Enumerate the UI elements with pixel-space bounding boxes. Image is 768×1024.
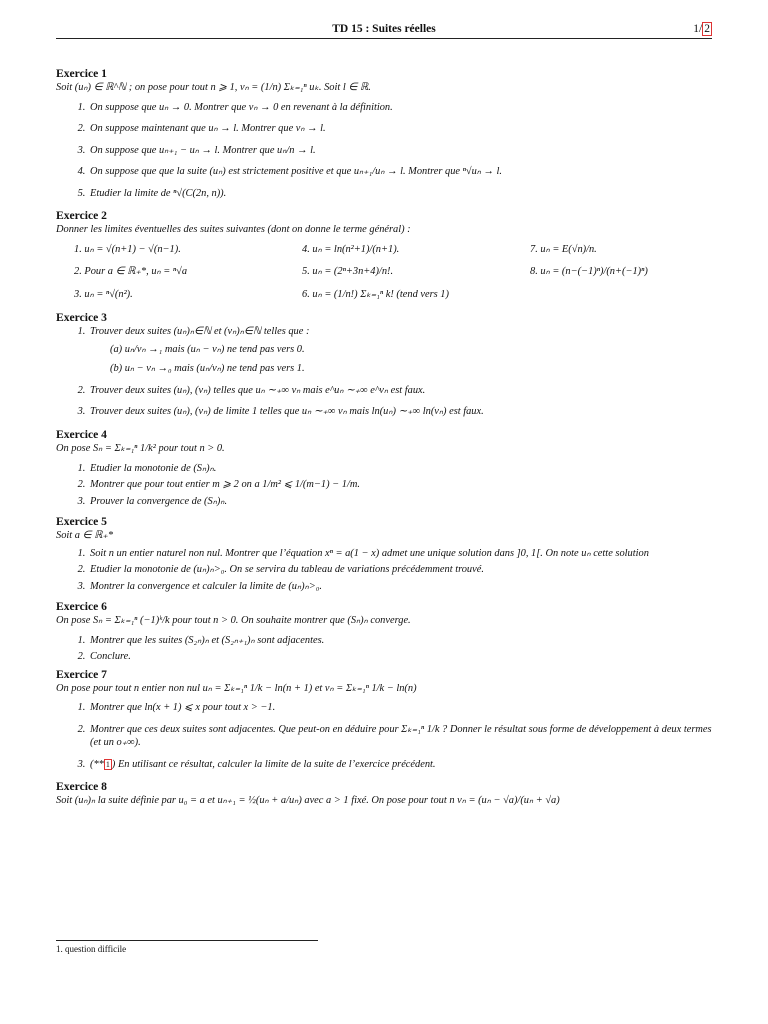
- sequence-grid: [56, 243, 712, 311]
- question-item: 2. Conclure.: [88, 650, 712, 664]
- question-item: 3. On suppose que uₙ₊₁ − uₙ → l. Montrer que uₙ/n → l.: [88, 144, 712, 158]
- exercise-title: Exercice 8: [56, 780, 107, 794]
- question-list: [56, 462, 712, 509]
- exercise-title: Exercice 3: [56, 311, 107, 325]
- worksheet-body: [56, 66, 712, 812]
- question-item: 1. Trouver deux suites (uₙ)ₙ∈ℕ et (vₙ)ₙ∈ℕ telles que : (a) uₙ/vₙ →₁ mais (uₙ − vₙ) ne tend pas vers 0. (b) uₙ − vₙ →₀ mais (uₙ/vₙ) ne tend pas vers 1.: [88, 325, 712, 376]
- question-item: 3. Prouver la convergence de (Sₙ)ₙ.: [88, 495, 712, 509]
- sub-question-item: (a) uₙ/vₙ →₁ mais (uₙ − vₙ) ne tend pas vers 0.: [110, 343, 305, 355]
- page-header: [56, 22, 712, 39]
- grid-item-8: 8. uₙ = (n−(−1)ⁿ)/(n+(−1)ⁿ): [530, 266, 648, 278]
- grid-item-empty: [530, 288, 730, 302]
- document-title: TD 15 : Suites réelles: [332, 23, 436, 35]
- grid-item-4: 4. uₙ = ln(n²+1)/(n+1).: [302, 243, 400, 255]
- question-item: 1. Etudier la monotonie de (Sₙ)ₙ.: [88, 462, 712, 476]
- footnote-divider: [56, 940, 318, 941]
- grid-item-7: 7. uₙ = E(√n)/n.: [530, 243, 597, 255]
- exercise-title: Exercice 1: [56, 67, 107, 80]
- question-list: [56, 701, 712, 771]
- question-item: 2. Montrer que ces deux suites sont adjacentes. Que peut-on en déduire pour Σₖ₌₁ⁿ 1/k ? Donner le résultat sous forme de développement à deux termes (et un o₊∞).: [88, 723, 712, 750]
- footnote: 1. question difficile: [56, 944, 127, 954]
- question-item: 1. Soit n un entier naturel non nul. Montrer que l’équation xⁿ = a(1 − x) admet une unique solution dans ]0, 1[. On note uₙ cette solution: [88, 547, 712, 561]
- exercise-8: [56, 779, 712, 808]
- sub-question-item: (b) uₙ − vₙ →₀ mais (uₙ/vₙ) ne tend pas vers 1.: [110, 363, 305, 375]
- exercise-7: [56, 667, 712, 772]
- grid-item-5: 5. uₙ = (2ⁿ+3n+4)/n!.: [302, 266, 394, 278]
- exercise-intro: Soit a ∈ ℝ₊*: [56, 530, 114, 542]
- question-item: 1. Montrer que ln(x + 1) ⩽ x pour tout x > −1.: [88, 701, 712, 715]
- grid-item-1: 1. uₙ = √(n+1) − √(n−1).: [74, 243, 181, 255]
- question-item: 5. Etudier la limite de ⁿ√(C(2n, n)).: [88, 187, 712, 201]
- exercise-intro: Soit (uₙ) ∈ ℝ^ℕ ; on pose pour tout n ⩾ 1, vₙ = (1/n) Σₖ₌₁ⁿ uₖ. Soit l ∈ ℝ.: [56, 82, 371, 94]
- exercise-intro: Soit (uₙ)ₙ la suite définie par u₀ = a et uₙ₊₁ = ½(uₙ + a/uₙ) avec a > 1 fixé. On pose pour tout n vₙ = (uₙ − √a)/(uₙ + √a): [56, 795, 560, 807]
- exercise-5: [56, 514, 712, 593]
- exercise-title: Exercice 5: [56, 515, 107, 529]
- question-list: [56, 101, 712, 201]
- footnote-ref-link[interactable]: 1: [105, 759, 110, 769]
- question-item: 2. Trouver deux suites (uₙ), (vₙ) telles que uₙ ∼₊∞ vₙ mais e^uₙ ∼₊∞ e^vₙ est faux.: [88, 384, 712, 398]
- question-list: [56, 634, 712, 664]
- exercise-intro: On pose Sₙ = Σₖ₌₁ⁿ 1/k² pour tout n > 0.: [56, 442, 225, 454]
- exercise-6: [56, 599, 712, 664]
- question-item: 1. Montrer que les suites (S₂ₙ)ₙ et (S₂ₙ₊₁)ₙ sont adjacentes.: [88, 634, 712, 648]
- question-item: 1. On suppose que uₙ → 0. Montrer que vₙ → 0 en revenant à la définition.: [88, 101, 712, 115]
- sub-question-list: [90, 343, 712, 376]
- exercise-2: [56, 208, 712, 310]
- exercise-intro: On pose Sₙ = Σₖ₌₁ⁿ (−1)ᵏ/k pour tout n > 0. On souhaite montrer que (Sₙ)ₙ converge.: [56, 615, 411, 627]
- question-item: 3. Montrer la convergence et calculer la limite de (uₙ)ₙ>₀.: [88, 580, 712, 594]
- grid-item-3: 3. uₙ = ⁿ√(n²).: [74, 288, 133, 300]
- exercise-intro: On pose pour tout n entier non nul uₙ = Σₖ₌₁ⁿ 1/k − ln(n + 1) et vₙ = Σₖ₌₁ⁿ 1/k − ln(n): [56, 682, 417, 694]
- exercise-title: Exercice 7: [56, 667, 107, 681]
- question-item: 2. Montrer que pour tout entier m ⩾ 2 on a 1/m² ⩽ 1/(m−1) − 1/m.: [88, 478, 712, 492]
- question-list: [56, 325, 712, 419]
- exercise-title: Exercice 2: [56, 209, 107, 223]
- question-item: 4. On suppose que que la suite (uₙ) est strictement positive et que uₙ₊₁/uₙ → l. Montrer que ⁿ√uₙ → l.: [88, 165, 712, 179]
- question-item: 2. On suppose maintenant que uₙ → l. Montrer que vₙ → l.: [88, 122, 712, 136]
- page-number: 1/ 2: [693, 23, 710, 35]
- grid-item-2: 2. Pour a ∈ ℝ₊*, uₙ = ⁿ√a: [74, 266, 188, 278]
- exercise-intro: Donner les limites éventuelles des suites suivantes (dont on donne le terme général) :: [56, 224, 411, 236]
- exercise-title: Exercice 6: [56, 600, 107, 614]
- page-total-link[interactable]: 2: [704, 23, 710, 35]
- exercise-3: [56, 310, 712, 419]
- grid-item-6: 6. uₙ = (1/n!) Σₖ₌₁ⁿ k! (tend vers 1): [302, 288, 449, 300]
- exercise-4: [56, 427, 712, 508]
- question-item: 3. Trouver deux suites (uₙ), (vₙ) de limite 1 telles que uₙ ∼₊∞ vₙ mais ln(uₙ) ∼₊∞ ln(vₙ) est faux.: [88, 405, 712, 419]
- question-item: 2. Etudier la monotonie de (uₙ)ₙ>₀. On se servira du tableau de variations précédemment trouvé.: [88, 563, 712, 577]
- question-item: 3. (** 1 ) En utilisant ce résultat, calculer la limite de la suite de l’exercice précédent.: [88, 758, 712, 772]
- exercise-1: [56, 66, 712, 200]
- question-list: [56, 547, 712, 594]
- exercise-title: Exercice 4: [56, 427, 107, 441]
